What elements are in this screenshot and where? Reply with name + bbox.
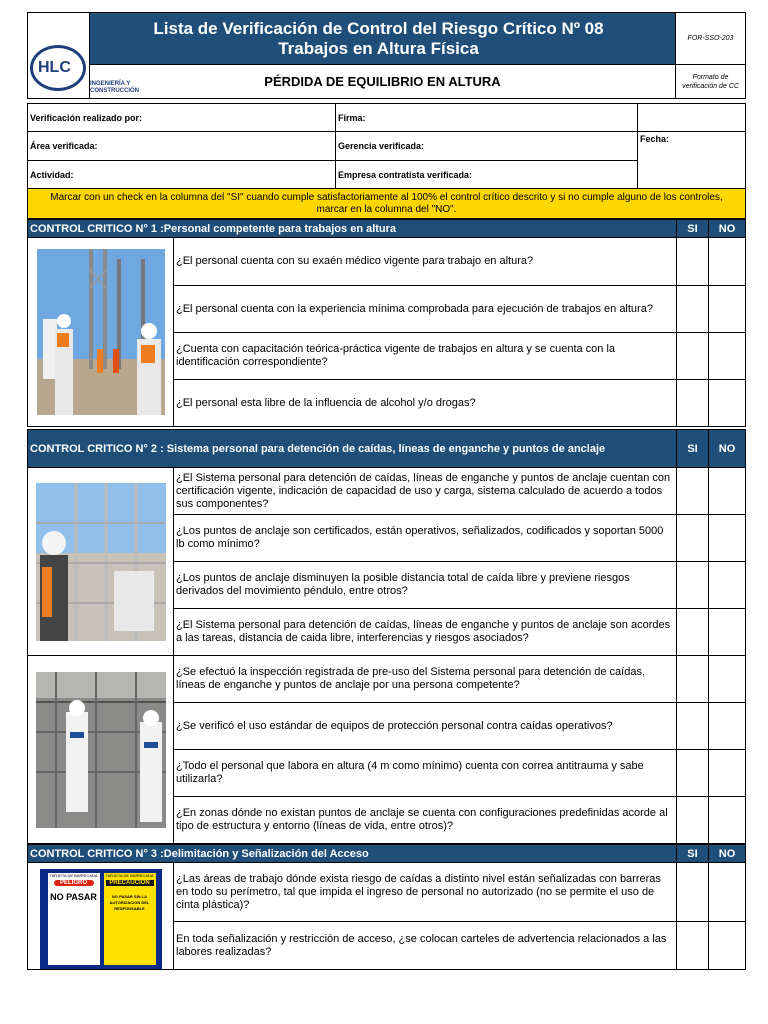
si-checkbox[interactable]	[677, 863, 709, 922]
barricade-signs-image	[40, 869, 162, 969]
question-2-1: ¿El Sistema personal para detención de caídas, líneas de enganche y puntos de anclaje cuentan con certificación vigente, indicación de capacidad de uso y carga, sistema calculado de acuerdo a todos sus componentes?	[174, 468, 677, 515]
section-2-photo-cell-bottom	[28, 656, 174, 844]
section-3-title: CONTROL CRITICO N° 3 :Delimitación y Señalización del Acceso	[28, 845, 677, 863]
question-2-6: ¿Se verificó el uso estándar de equipos de protección personal contra caídas operativos?	[174, 703, 677, 750]
danger-sign-word: PELIGRO	[54, 880, 94, 886]
info-table	[27, 103, 746, 219]
no-checkbox[interactable]	[709, 468, 746, 515]
signature-field[interactable]: Firma:	[336, 104, 638, 132]
si-checkbox[interactable]	[677, 703, 709, 750]
no-checkbox[interactable]	[709, 238, 746, 286]
format-note: Formato de verificación de CC	[676, 65, 746, 99]
activity-field[interactable]: Actividad:	[28, 161, 336, 189]
no-header: NO	[709, 430, 746, 468]
management-field[interactable]: Gerencia verificada:	[336, 132, 638, 161]
logo-tagline: INGENIERÍA Y CONSTRUCCIÓN	[90, 81, 139, 94]
no-checkbox[interactable]	[709, 703, 746, 750]
no-checkbox[interactable]	[709, 562, 746, 609]
si-checkbox[interactable]	[677, 238, 709, 286]
si-header: SI	[677, 220, 709, 238]
harness-worker-photo	[36, 483, 166, 641]
section-3-table	[27, 844, 746, 970]
section-2-photo-cell-top	[28, 468, 174, 656]
date-field[interactable]: Fecha:	[638, 132, 746, 189]
section-2-title: CONTROL CRITICO N° 2 : Sistema personal para detención de caídas, líneas de enganche y puntos de anclaje	[28, 430, 677, 468]
caution-sign-text: NO PASAR SIN LA AUTORIZACION DEL RESPONSABLE	[109, 894, 150, 911]
area-field[interactable]: Área verificada:	[28, 132, 336, 161]
si-header: SI	[677, 845, 709, 863]
question-2-7: ¿Todo el personal que labora en altura (4 m como mínimo) cuenta con correa antitrauma y sabe utilizarla?	[174, 750, 677, 797]
danger-sign	[48, 873, 100, 965]
caution-sign-word: PRECAUCION	[106, 880, 154, 886]
no-checkbox[interactable]	[709, 380, 746, 427]
question-2-5: ¿Se efectuó la inspección registrada de pre-uso del Sistema personal para detención de caídas, líneas de enganche y puntos de anclaje por una persona competente?	[174, 656, 677, 703]
caution-sign-header: TARJETA DE BARRICADA	[105, 873, 154, 878]
si-checkbox[interactable]	[677, 380, 709, 427]
si-checkbox[interactable]	[677, 797, 709, 844]
no-checkbox[interactable]	[709, 515, 746, 562]
header-table	[27, 12, 746, 99]
no-checkbox[interactable]	[709, 750, 746, 797]
question-2-2: ¿Los puntos de anclaje son certificados, están operativos, señalizados, codificados y soportan 5000 lb como mínimo?	[174, 515, 677, 562]
question-2-8: ¿En zonas dónde no existan puntos de anclaje se cuenta con configuraciones predefinidas acorde al tipo de estructura y entorno (líneas de vida, entre otros)?	[174, 797, 677, 844]
si-checkbox[interactable]	[677, 286, 709, 333]
question-3-1: ¿Las áreas de trabajo dónde exista riesgo de caídas a distinto nivel están señalizadas con barreras en todo su perímetro, tal que impida el ingreso de personal no autorizado (no se permite el uso de cinta plástica)?	[174, 863, 677, 922]
document-code: FOR-SSO-203	[676, 13, 746, 65]
no-checkbox[interactable]	[709, 922, 746, 970]
si-checkbox[interactable]	[677, 468, 709, 515]
no-header: NO	[709, 845, 746, 863]
no-header: NO	[709, 220, 746, 238]
question-3-2: En toda señalización y restricción de acceso, ¿se colocan carteles de advertencia relacionados a las labores realizadas?	[174, 922, 677, 970]
section-2-table	[27, 429, 746, 844]
contractor-field[interactable]: Empresa contratista verificada:	[336, 161, 638, 189]
si-checkbox[interactable]	[677, 609, 709, 656]
section-1-table	[27, 219, 746, 427]
document-title: Lista de Verificación de Control del Riesgo Crítico Nº 08 Trabajos en Altura Física	[90, 13, 676, 65]
question-1-4: ¿El personal esta libre de la influencia de alcohol y/o drogas?	[174, 380, 677, 427]
no-checkbox[interactable]	[709, 863, 746, 922]
no-checkbox[interactable]	[709, 797, 746, 844]
si-checkbox[interactable]	[677, 562, 709, 609]
workers-on-platform-photo	[36, 672, 166, 828]
si-checkbox[interactable]	[677, 922, 709, 970]
workers-at-height-photo	[37, 249, 165, 415]
verified-by-field[interactable]: Verificación realizado por:	[28, 104, 336, 132]
question-1-1: ¿El personal cuenta con su exaén médico vigente para trabajo en altura?	[174, 238, 677, 286]
si-header: SI	[677, 430, 709, 468]
si-checkbox[interactable]	[677, 656, 709, 703]
no-checkbox[interactable]	[709, 609, 746, 656]
checklist-sheet	[27, 12, 745, 970]
section-1-photo-cell	[28, 238, 174, 427]
document-subtitle: PÉRDIDA DE EQUILIBRIO EN ALTURA	[90, 65, 676, 99]
question-1-3: ¿Cuenta con capacitación teórica-práctica vigente de trabajos en altura y se cuenta con la identificación correspondiente?	[174, 333, 677, 380]
section-3-photo-cell	[28, 863, 174, 970]
si-checkbox[interactable]	[677, 333, 709, 380]
caution-sign	[104, 873, 156, 965]
question-2-3: ¿Los puntos de anclaje disminuyen la posible distancia total de caída libre y previene riesgos derivados del movimiento péndulo, entre otros?	[174, 562, 677, 609]
company-logo	[30, 17, 146, 97]
logo-cell	[28, 13, 139, 99]
no-checkbox[interactable]	[709, 286, 746, 333]
si-checkbox[interactable]	[677, 515, 709, 562]
no-checkbox[interactable]	[709, 656, 746, 703]
question-1-2: ¿El personal cuenta con la experiencia mínima comprobada para ejecución de trabajos en altura?	[174, 286, 677, 333]
question-2-4: ¿El Sistema personal para detención de caídas, líneas de enganche y puntos de anclaje son acordes a las tareas, distancia de caida libre, interferencias y riesgos asociados?	[174, 609, 677, 656]
section-1-title: CONTROL CRITICO N° 1 :Personal competente para trabajos en altura	[28, 220, 677, 238]
si-checkbox[interactable]	[677, 750, 709, 797]
danger-sign-text: NO PASAR	[50, 892, 97, 902]
signature-extra	[638, 104, 746, 132]
danger-sign-header: TARJETA DE BARRICADA	[49, 873, 98, 878]
instructions-banner: Marcar con un check en la columna del "SI" cuando cumple satisfactoriamente al 100% el control crítico descrito y si no cumple alguno de los controles, marcar en la columna del "NO".	[28, 189, 746, 219]
no-checkbox[interactable]	[709, 333, 746, 380]
logo-text: HLC	[38, 59, 71, 76]
